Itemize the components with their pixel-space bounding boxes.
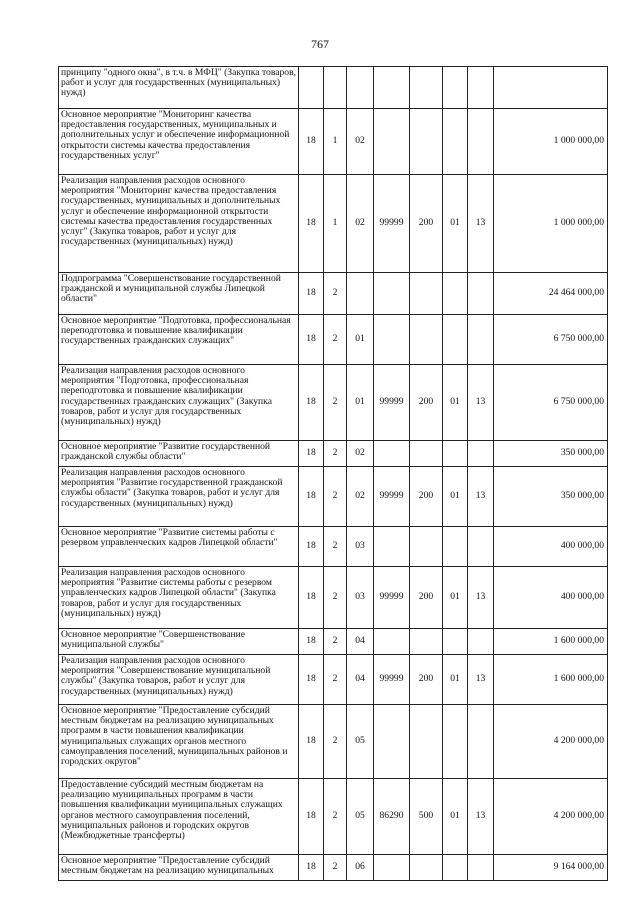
code-c4 <box>374 527 410 567</box>
row-amount: 9 164 000,00 <box>494 855 608 881</box>
code-c4: 99999 <box>374 365 410 441</box>
code-c7: 13 <box>468 567 494 629</box>
code-c4: 86290 <box>374 779 410 855</box>
code-c2: 2 <box>324 527 347 567</box>
code-c6 <box>443 67 468 109</box>
code-c1: 18 <box>299 109 324 175</box>
code-c2: 1 <box>324 175 347 273</box>
row-amount: 4 200 000,00 <box>494 705 608 779</box>
table-row <box>59 365 608 441</box>
code-c6 <box>443 527 468 567</box>
code-c2 <box>324 67 347 109</box>
code-c5 <box>410 273 443 315</box>
code-c6 <box>443 109 468 175</box>
code-c6 <box>443 629 468 655</box>
table-row <box>59 467 608 527</box>
code-c5: 200 <box>410 567 443 629</box>
table-row <box>59 67 608 109</box>
code-c4 <box>374 855 410 881</box>
code-c6: 01 <box>443 175 468 273</box>
table-row <box>59 655 608 705</box>
code-c4 <box>374 67 410 109</box>
row-amount <box>494 67 608 109</box>
code-c4 <box>374 315 410 365</box>
code-c1: 18 <box>299 629 324 655</box>
code-c3: 04 <box>347 655 374 705</box>
row-description: Предоставление субсидий местным бюджетам на реализацию муниципальных программ в части повышения квалификации муниципальных служащих органов местного самоуправления поселений, муниципальных районов и городских округов (Межбюджетные трансферты) <box>59 779 299 855</box>
row-amount: 350 000,00 <box>494 441 608 467</box>
table-row <box>59 315 608 365</box>
code-c7: 13 <box>468 779 494 855</box>
code-c6: 01 <box>443 567 468 629</box>
code-c2: 2 <box>324 365 347 441</box>
row-amount: 24 464 000,00 <box>494 273 608 315</box>
code-c2: 2 <box>324 273 347 315</box>
code-c2: 2 <box>324 441 347 467</box>
table-row <box>59 705 608 779</box>
code-c7 <box>468 441 494 467</box>
code-c2: 1 <box>324 109 347 175</box>
code-c1: 18 <box>299 567 324 629</box>
code-c3: 03 <box>347 567 374 629</box>
code-c5 <box>410 109 443 175</box>
code-c2: 2 <box>324 655 347 705</box>
code-c5 <box>410 705 443 779</box>
table-row <box>59 175 608 273</box>
row-amount: 1 600 000,00 <box>494 629 608 655</box>
code-c5 <box>410 67 443 109</box>
table-row <box>59 855 608 881</box>
table-row <box>59 273 608 315</box>
code-c2: 2 <box>324 705 347 779</box>
row-description: Подпрограмма "Совершенствование государственной гражданской и муниципальной службы Липецкой области" <box>59 273 299 315</box>
code-c3: 02 <box>347 175 374 273</box>
row-description: Реализация направления расходов основного мероприятия "Совершенствование муниципальной службы" (Закупка товаров, работ и услуг для государственных (муниципальных) нужд) <box>59 655 299 705</box>
table-row <box>59 567 608 629</box>
code-c6 <box>443 441 468 467</box>
row-amount: 1 000 000,00 <box>494 109 608 175</box>
code-c5: 200 <box>410 467 443 527</box>
code-c6: 01 <box>443 655 468 705</box>
code-c7 <box>468 855 494 881</box>
row-description: Основное мероприятие "Развитие системы работы с резервом управленческих кадров Липецкой области" <box>59 527 299 567</box>
code-c6 <box>443 315 468 365</box>
code-c3: 06 <box>347 855 374 881</box>
code-c4 <box>374 629 410 655</box>
code-c5 <box>410 441 443 467</box>
code-c3: 02 <box>347 467 374 527</box>
code-c3: 01 <box>347 315 374 365</box>
code-c7 <box>468 109 494 175</box>
code-c3: 04 <box>347 629 374 655</box>
code-c7 <box>468 705 494 779</box>
budget-table <box>58 66 608 881</box>
row-description: Основное мероприятие "Подготовка, профессиональная переподготовка и повышение квалификации государственных гражданских служащих" <box>59 315 299 365</box>
row-description: Реализация направления расходов основного мероприятия "Мониторинг качества предоставления государственных, муниципальных и дополнительных услуг и обеспечение информационной открытости системы качества предоставления государственных услуг" (Закупка товаров, работ и услуг для государственных (муниципальных) нужд) <box>59 175 299 273</box>
table-row <box>59 441 608 467</box>
code-c4 <box>374 441 410 467</box>
code-c6 <box>443 273 468 315</box>
code-c7: 13 <box>468 175 494 273</box>
code-c7: 13 <box>468 467 494 527</box>
code-c1: 18 <box>299 441 324 467</box>
row-description: Основное мероприятие "Развитие государственной гражданской службы области" <box>59 441 299 467</box>
code-c4 <box>374 109 410 175</box>
table-row <box>59 779 608 855</box>
code-c2: 2 <box>324 629 347 655</box>
code-c4 <box>374 273 410 315</box>
code-c3 <box>347 67 374 109</box>
code-c3: 05 <box>347 705 374 779</box>
code-c3: 02 <box>347 441 374 467</box>
code-c2: 2 <box>324 467 347 527</box>
row-description: Реализация направления расходов основного мероприятия "Подготовка, профессиональная переподготовка и повышение квалификации государственных гражданских служащих" (Закупка товаров, работ и услуг для государственных (муниципальных) нужд) <box>59 365 299 441</box>
code-c5: 500 <box>410 779 443 855</box>
code-c3 <box>347 273 374 315</box>
row-description: Реализация направления расходов основного мероприятия "Развитие системы работы с резервом управленческих кадров Липецкой области" (Закупка товаров, работ и услуг для государственных (муниципальных) нужд) <box>59 567 299 629</box>
code-c2: 2 <box>324 315 347 365</box>
code-c2: 2 <box>324 855 347 881</box>
row-description: Основное мероприятие "Предоставление субсидий местным бюджетам на реализацию муниципальных программ в части повышения квалификации муниципальных служащих органов местного самоуправления поселений, муниципальных районов и городских округов" <box>59 705 299 779</box>
code-c4: 99999 <box>374 467 410 527</box>
page-number: 767 <box>311 37 329 51</box>
code-c6 <box>443 855 468 881</box>
row-description: Реализация направления расходов основного мероприятия "Развитие государственной гражданской службы области" (Закупка товаров, работ и услуг для государственных (муниципальных) нужд) <box>59 467 299 527</box>
row-amount: 6 750 000,00 <box>494 365 608 441</box>
code-c5 <box>410 629 443 655</box>
code-c7 <box>468 315 494 365</box>
code-c7 <box>468 67 494 109</box>
table-row <box>59 629 608 655</box>
code-c7: 13 <box>468 365 494 441</box>
code-c1: 18 <box>299 315 324 365</box>
code-c1: 18 <box>299 175 324 273</box>
code-c7: 13 <box>468 655 494 705</box>
code-c5 <box>410 315 443 365</box>
code-c2: 2 <box>324 567 347 629</box>
code-c1: 18 <box>299 467 324 527</box>
code-c1: 18 <box>299 705 324 779</box>
row-description: Основное мероприятие "Совершенствование муниципальной службы" <box>59 629 299 655</box>
code-c5 <box>410 855 443 881</box>
code-c3: 03 <box>347 527 374 567</box>
table-row <box>59 527 608 567</box>
code-c4: 99999 <box>374 175 410 273</box>
table-row <box>59 109 608 175</box>
code-c6: 01 <box>443 779 468 855</box>
table-body <box>59 67 608 881</box>
row-amount: 1 000 000,00 <box>494 175 608 273</box>
row-amount: 400 000,00 <box>494 527 608 567</box>
row-description: Основное мероприятие "Мониторинг качества предоставления государственных, муниципальных и дополнительных услуг и обеспечение информационной открытости системы качества предоставления государственных услуг" <box>59 109 299 175</box>
code-c5 <box>410 527 443 567</box>
code-c1: 18 <box>299 655 324 705</box>
row-amount: 4 200 000,00 <box>494 779 608 855</box>
code-c7 <box>468 629 494 655</box>
row-description: принципу "одного окна", в т.ч. в МФЦ" (Закупка товаров, работ и услуг для государственных (муниципальных) нужд) <box>59 67 299 109</box>
code-c7 <box>468 273 494 315</box>
code-c1 <box>299 67 324 109</box>
code-c5: 200 <box>410 655 443 705</box>
code-c3: 01 <box>347 365 374 441</box>
code-c3: 05 <box>347 779 374 855</box>
row-amount: 1 600 000,00 <box>494 655 608 705</box>
row-amount: 400 000,00 <box>494 567 608 629</box>
code-c4: 99999 <box>374 655 410 705</box>
code-c6 <box>443 705 468 779</box>
code-c4 <box>374 705 410 779</box>
code-c7 <box>468 527 494 567</box>
code-c5: 200 <box>410 175 443 273</box>
code-c2: 2 <box>324 779 347 855</box>
code-c4: 99999 <box>374 567 410 629</box>
code-c3: 02 <box>347 109 374 175</box>
row-amount: 350 000,00 <box>494 467 608 527</box>
row-amount: 6 750 000,00 <box>494 315 608 365</box>
row-description: Основное мероприятие "Предоставление субсидий местным бюджетам на реализацию муниципальных <box>59 855 299 881</box>
code-c1: 18 <box>299 365 324 441</box>
code-c1: 18 <box>299 855 324 881</box>
code-c1: 18 <box>299 527 324 567</box>
code-c5: 200 <box>410 365 443 441</box>
code-c6: 01 <box>443 365 468 441</box>
code-c1: 18 <box>299 779 324 855</box>
code-c1: 18 <box>299 273 324 315</box>
code-c6: 01 <box>443 467 468 527</box>
